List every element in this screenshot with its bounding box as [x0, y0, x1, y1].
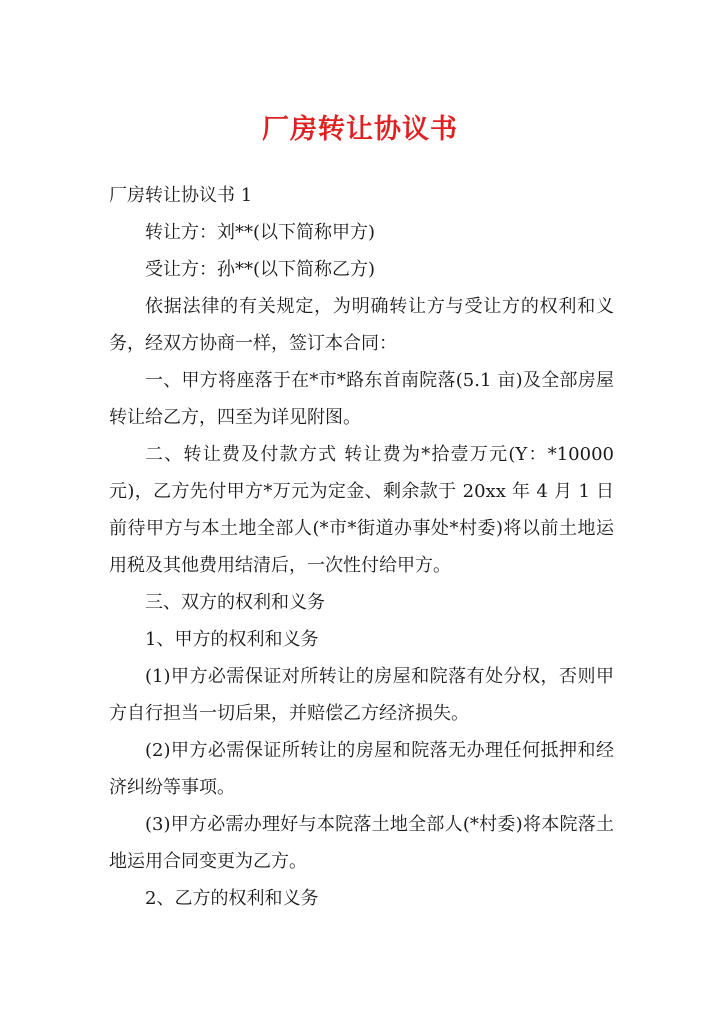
paragraph-party-a-item-1: (1)甲方必需保证对所转让的房屋和院落有处分权，否则甲方自行担当一切后果，并赔偿乙方经济损失。	[109, 666, 614, 724]
paragraph-clause-2: 二、转让费及付款方式 转让费为*拾壹万元(Y：*10000 元)，乙方先付甲方*万元为定金、剩余款于 20xx 年 4 月 1 日前待甲方与本土地全部人(*市*街道办事处*村委)将以前土地运用税及其他费用结清后，一次性付给甲方。	[109, 444, 614, 576]
paragraph-clause-3-heading: 三、双方的权利和义务	[145, 592, 325, 613]
paragraph-party-a-heading: 1、甲方的权利和义务	[145, 629, 319, 650]
paragraph-party-a-item-3: (3)甲方必需办理好与本院落土地全部人(*村委)将本院落土地运用合同变更为乙方。	[109, 814, 614, 872]
paragraph-party-b-heading: 2、乙方的权利和义务	[145, 888, 319, 909]
paragraph-preamble: 依据法律的有关规定，为明确转让方与受让方的权利和义务，经双方协商一样，签订本合同：	[109, 296, 614, 354]
document-body	[109, 177, 614, 917]
paragraph-party-a-item-2: (2)甲方必需保证所转让的房屋和院落无办理任何抵押和经济纠纷等事项。	[109, 740, 614, 798]
paragraph-clause-1: 一、甲方将座落于在*市*路东首南院落(5.1 亩)及全部房屋转让给乙方，四至为详见附图。	[109, 370, 614, 428]
document-title: 厂房转让协议书	[262, 114, 458, 145]
paragraph-transferee: 受让方：孙**(以下简称乙方)	[145, 259, 376, 280]
paragraph-transferor: 转让方：刘**(以下简称甲方)	[145, 222, 376, 243]
paragraph-subtitle: 厂房转让协议书 1	[109, 185, 253, 206]
